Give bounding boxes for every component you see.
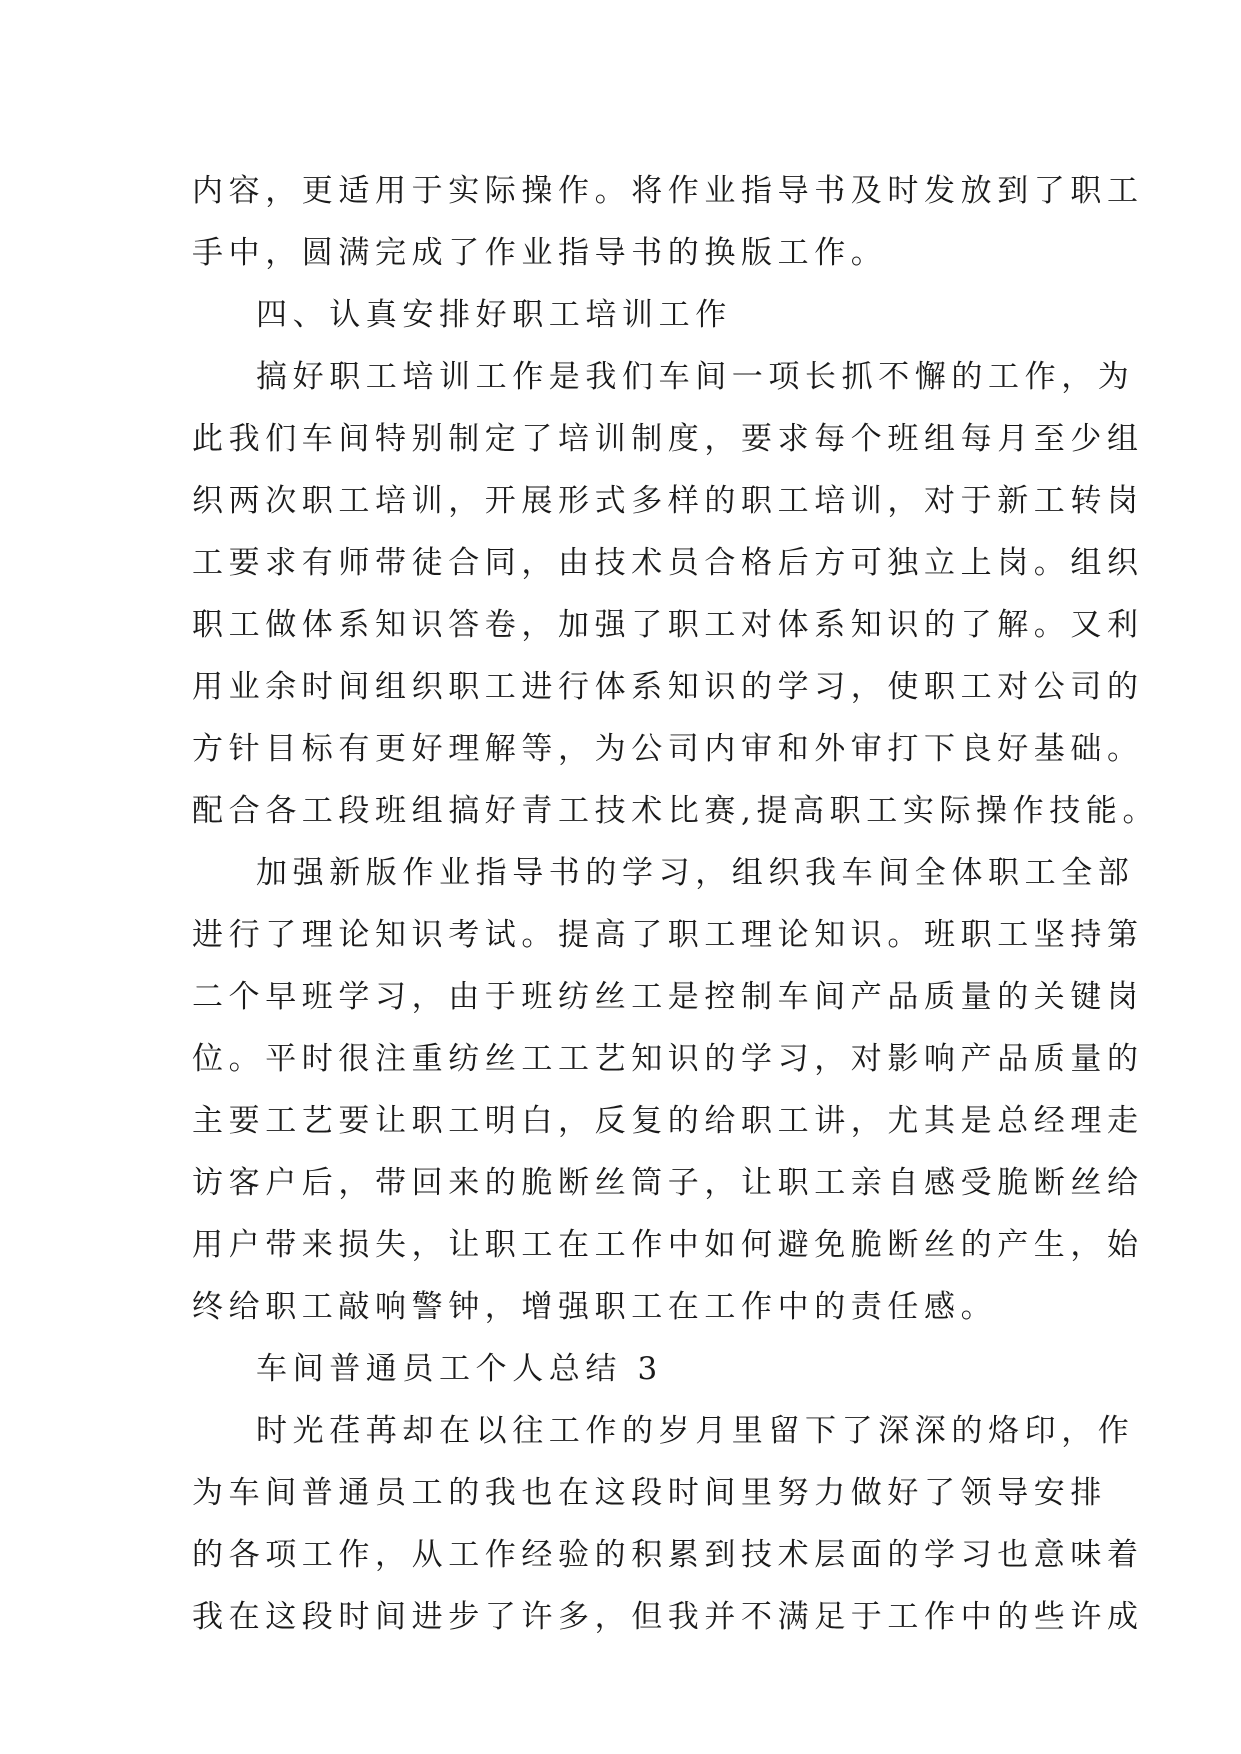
text-line: 二个早班学习，由于班纺丝工是控制车间产品质量的关键岗 xyxy=(192,979,1144,1015)
text-line: 进行了理论知识考试。提高了职工理论知识。班职工坚持第 xyxy=(192,917,1144,953)
text-line: 此我们车间特别制定了培训制度，要求每个班组每月至少组 xyxy=(192,421,1144,457)
text-line: 访客户后，带回来的脆断丝筒子，让职工亲自感受脆断丝给 xyxy=(192,1165,1144,1201)
text-line: 织两次职工培训，开展形式多样的职工培训，对于新工转岗 xyxy=(192,483,1144,519)
section-heading: 四、认真安排好职工培训工作 xyxy=(256,297,732,333)
document-body xyxy=(192,160,1160,1648)
paragraph-start-line: 搞好职工培训工作是我们车间一项长抓不懈的工作，为 xyxy=(256,359,1135,395)
text-line: 配合各工段班组搞好青工技术比赛,提高职工实际操作技能。 xyxy=(192,793,1160,829)
paragraph-start-line: 时光荏苒却在以往工作的岁月里留下了深深的烙印，作 xyxy=(256,1413,1135,1449)
text-line: 为车间普通员工的我也在这段时间里努力做好了领导安排 xyxy=(192,1475,1107,1511)
text-line: 方针目标有更好理解等，为公司内审和外审打下良好基础。 xyxy=(192,731,1144,767)
text-line: 内容，更适用于实际操作。将作业指导书及时发放到了职工 xyxy=(192,173,1144,209)
text-line: 用户带来损失，让职工在工作中如何避免脆断丝的产生，始 xyxy=(192,1227,1144,1263)
text-line: 用业余时间组织职工进行体系知识的学习，使职工对公司的 xyxy=(192,669,1144,705)
text-line: 工要求有师带徒合同，由技术员合格后方可独立上岗。组织 xyxy=(192,545,1144,581)
text-line: 手中，圆满完成了作业指导书的换版工作。 xyxy=(192,235,888,271)
text-line: 的各项工作，从工作经验的积累到技术层面的学习也意味着 xyxy=(192,1537,1144,1573)
text-line: 主要工艺要让职工明白，反复的给职工讲，尤其是总经理走 xyxy=(192,1103,1144,1139)
text-line: 职工做体系知识答卷，加强了职工对体系知识的了解。又利 xyxy=(192,607,1144,643)
text-line: 我在这段时间进步了许多，但我并不满足于工作中的些许成 xyxy=(192,1599,1144,1635)
paragraph-start-line: 加强新版作业指导书的学习，组织我车间全体职工全部 xyxy=(256,855,1135,891)
section-heading: 车间普通员工个人总结 3 xyxy=(256,1351,663,1387)
text-line: 位。平时很注重纺丝工工艺知识的学习，对影响产品质量的 xyxy=(192,1041,1144,1077)
text-line: 终给职工敲响警钟，增强职工在工作中的责任感。 xyxy=(192,1289,998,1325)
